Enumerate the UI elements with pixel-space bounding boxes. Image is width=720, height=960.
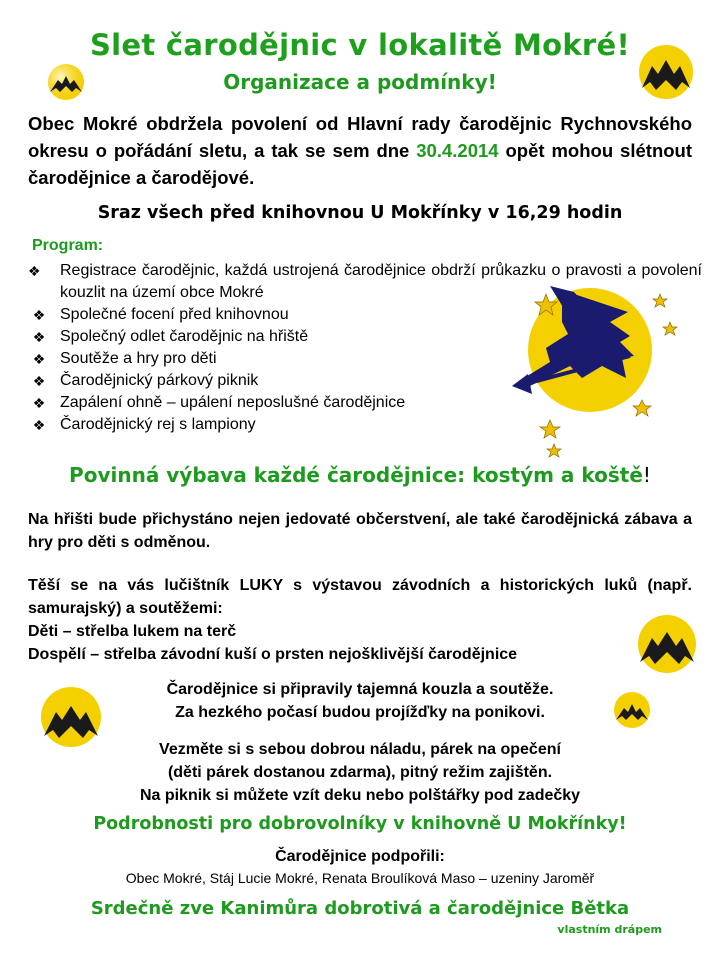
bring-line-3: Na piknik si můžete vzít deku nebo polštářky pod zadečky (139, 787, 581, 804)
supporters-heading: Čarodějnice podpořili: (275, 848, 445, 865)
page-title: Slet čarodějnic v lokalitě Mokré! (89, 28, 631, 62)
program-item (28, 348, 480, 370)
volunteers-info: Podrobnosti pro dobrovolníky v knihovně U Mokřínky! (93, 814, 627, 834)
program-item-text: Zapálení ohně – upálení neposlušné čarodějnice (60, 394, 406, 411)
diamond-bullet-icon: ❖ (28, 263, 41, 279)
diamond-bullet-icon: ❖ (32, 329, 46, 345)
program-item-text: Soutěže a hry pro děti (60, 350, 217, 367)
program-item-text: Společné focení před knihovnou (60, 306, 289, 323)
archer-paragraph (28, 574, 692, 666)
program-item (28, 414, 480, 436)
archer-line: Těší se na vás lučištník LUKY s výstavou závodních a historických luků (např. samurajský) a soutěžemi: (28, 577, 692, 617)
intro-paragraph (28, 110, 692, 191)
equipment-heading (0, 463, 720, 487)
magic-paragraph (0, 678, 720, 724)
program-item-text: Společný odlet čarodějnic na hřiště (60, 328, 309, 345)
diamond-bullet-icon: ❖ (32, 307, 46, 323)
equipment-exclamation: ! (642, 463, 651, 487)
program-item-text: Čarodějnický párkový piknik (60, 372, 259, 389)
intro-text-2: opět mohou slétnout čarodějnice a čarodějové. (28, 140, 692, 188)
program-item-text: Registrace čarodějnic, každá ustrojená čarodějnice obdrží průkazku o pravosti a povolení kouzlit na území obce Mokré (60, 262, 702, 301)
diamond-bullet-icon: ❖ (32, 351, 46, 367)
supporters-list: Obec Mokré, Stáj Lucie Mokré, Renata Broulíková Maso – uzeniny Jaroměř (125, 870, 595, 886)
program-item (28, 326, 480, 348)
magic-line: Čarodějnice si připravily tajemná kouzla a soutěže. (166, 681, 554, 698)
program-item (28, 304, 480, 326)
signature: vlastním drápem (557, 923, 662, 936)
event-date: 30.4.2014 (416, 140, 499, 161)
program-list (28, 260, 702, 436)
diamond-bullet-icon: ❖ (32, 417, 46, 433)
meeting-info: Sraz všech před knihovnou U Mokřínky v 16,29 hodin (97, 203, 623, 223)
program-item-text: Čarodějnický rej s lampiony (60, 416, 256, 433)
program-item (28, 370, 480, 392)
program-item (28, 260, 702, 304)
bring-line-1: Vezměte si s sebou dobrou náladu, párek na opečení (159, 741, 561, 758)
page-subtitle: Organizace a podmínky! (223, 70, 497, 94)
archer-adults-line: Dospělí – střelba závodní kuší o prsten nejošklivější čarodějnice (28, 646, 518, 663)
invitation: Srdečně zve Kanimůra dobrotivá a čarodějnice Bětka (90, 898, 630, 919)
refreshment-paragraph: Na hřišti bude přichystáno nejen jedovaté občerstvení, ale také čarodějnická zábava a hry pro děti s odměnou. (28, 511, 692, 551)
diamond-bullet-icon: ❖ (32, 373, 46, 389)
bring-paragraph (0, 738, 720, 807)
intro-text-1: Obec Mokré obdržela povolení od Hlavní rady čarodějnic Rychnovského okresu o pořádání sletu, a tak se sem dne (28, 113, 692, 161)
pony-line: Za hezkého počasí budou projížďky na ponikovi. (175, 704, 545, 721)
bring-line-2: (děti párek dostanou zdarma), pitný režim zajištěn. (167, 764, 553, 781)
program-heading: Program: (32, 237, 104, 254)
equipment-text: Povinná výbava každé čarodějnice: kostým a koště (69, 463, 643, 487)
diamond-bullet-icon: ❖ (32, 395, 46, 411)
program-item (28, 392, 480, 414)
archer-children-line: Děti – střelba lukem na terč (28, 623, 237, 640)
